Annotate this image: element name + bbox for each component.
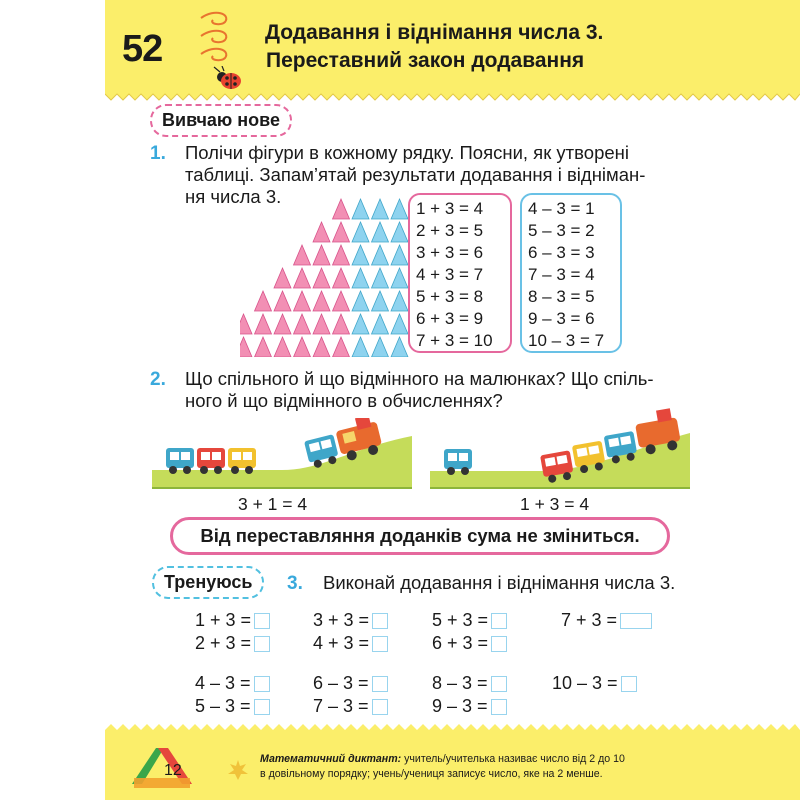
footer-note-line2: в довільному порядку; учень/учениця записує число, яке на 2 менше. bbox=[260, 768, 603, 780]
exercise-item: 10 – 3 = bbox=[552, 673, 637, 694]
exercise-item: 4 + 3 = bbox=[313, 633, 388, 654]
pink-triangle bbox=[255, 337, 272, 357]
pink-triangle bbox=[294, 314, 311, 334]
answer-box[interactable] bbox=[491, 676, 507, 692]
task1-number: 1. bbox=[150, 143, 166, 164]
pink-triangle bbox=[333, 222, 350, 242]
exercise-item: 6 – 3 = bbox=[313, 673, 388, 694]
answer-box[interactable] bbox=[491, 613, 507, 629]
pink-triangle bbox=[333, 291, 350, 311]
footer-note-line1: учитель/учителька називає число від 2 до 10 bbox=[401, 753, 625, 765]
pink-triangle bbox=[274, 291, 291, 311]
blue-triangle bbox=[391, 314, 408, 334]
section-label-practice: Тренуюсь bbox=[152, 566, 264, 599]
lesson-title-line1: Додавання і віднімання числа 3. bbox=[265, 21, 604, 44]
ladybug-icon bbox=[210, 66, 244, 92]
blue-triangle bbox=[391, 222, 408, 242]
leaf-icon bbox=[226, 758, 250, 782]
task2-number: 2. bbox=[150, 369, 166, 390]
exercise-item: 3 + 3 = bbox=[313, 610, 388, 631]
pink-triangle bbox=[313, 268, 330, 288]
blue-triangle bbox=[352, 245, 369, 265]
task2-equation-left: 3 + 1 = 4 bbox=[238, 494, 308, 514]
pink-triangle bbox=[333, 337, 350, 357]
exercise-item: 8 – 3 = bbox=[432, 673, 507, 694]
train-picture-left bbox=[152, 418, 412, 493]
blue-triangle bbox=[372, 291, 389, 311]
exercise-item: 1 + 3 = bbox=[195, 610, 270, 631]
exercise-item: 5 + 3 = bbox=[432, 610, 507, 631]
exercise-item: 6 + 3 = bbox=[432, 633, 507, 654]
exercise-item: 4 – 3 = bbox=[195, 673, 270, 694]
pink-triangle bbox=[313, 337, 330, 357]
exercise-item: 9 – 3 = bbox=[432, 696, 507, 717]
blue-triangle bbox=[352, 314, 369, 334]
addition-row: 6 + 3 = 9 bbox=[416, 309, 484, 328]
answer-box[interactable] bbox=[254, 699, 270, 715]
footer-note bbox=[260, 752, 625, 782]
triangle-rows-figure bbox=[240, 197, 410, 357]
exercise-item: 7 + 3 = bbox=[561, 610, 652, 631]
train-picture-right bbox=[430, 405, 690, 493]
blue-triangle bbox=[391, 337, 408, 357]
blue-triangle bbox=[352, 199, 369, 219]
lesson-title-line2: Переставний закон додавання bbox=[266, 49, 585, 72]
pink-triangle bbox=[255, 291, 272, 311]
task1-text-line3: ня числа 3. bbox=[185, 186, 282, 207]
pink-triangle bbox=[313, 291, 330, 311]
answer-box[interactable] bbox=[620, 613, 652, 629]
section-label-learn: Вивчаю нове bbox=[150, 104, 292, 137]
task1-text-line1: Полічи фігури в кожному рядку. Поясни, як утворені bbox=[185, 142, 629, 163]
exercise-item: 7 – 3 = bbox=[313, 696, 388, 717]
pink-triangle bbox=[333, 268, 350, 288]
task3-text: Виконай додавання і віднімання числа 3. bbox=[323, 572, 676, 593]
answer-box[interactable] bbox=[372, 699, 388, 715]
pink-triangle bbox=[294, 337, 311, 357]
subtraction-row: 8 – 3 = 5 bbox=[528, 287, 595, 306]
subtraction-row: 7 – 3 = 4 bbox=[528, 265, 595, 284]
pink-triangle bbox=[313, 245, 330, 265]
pink-triangle bbox=[294, 291, 311, 311]
subtraction-table bbox=[520, 193, 622, 353]
pink-triangle bbox=[313, 314, 330, 334]
exercise-item: 2 + 3 = bbox=[195, 633, 270, 654]
pink-triangle bbox=[294, 268, 311, 288]
blue-triangle bbox=[372, 222, 389, 242]
pink-triangle bbox=[313, 222, 330, 242]
addition-row: 3 + 3 = 6 bbox=[416, 243, 484, 262]
pink-triangle bbox=[274, 268, 291, 288]
lesson-number: 52 bbox=[122, 28, 163, 70]
blue-triangle bbox=[391, 291, 408, 311]
pink-triangle bbox=[294, 245, 311, 265]
addition-row: 2 + 3 = 5 bbox=[416, 221, 484, 240]
pink-triangle bbox=[255, 314, 272, 334]
subtraction-row: 5 – 3 = 2 bbox=[528, 221, 595, 240]
addition-row: 7 + 3 = 10 bbox=[416, 331, 493, 350]
blue-triangle bbox=[372, 268, 389, 288]
answer-box[interactable] bbox=[491, 699, 507, 715]
blue-triangle bbox=[352, 268, 369, 288]
pink-triangle bbox=[333, 199, 350, 219]
blue-triangle bbox=[391, 268, 408, 288]
task3-number: 3. bbox=[287, 573, 303, 594]
exercise-item: 5 – 3 = bbox=[195, 696, 270, 717]
addition-row: 4 + 3 = 7 bbox=[416, 265, 484, 284]
blue-triangle bbox=[372, 314, 389, 334]
task2-text-line2: ного й що відмінного в обчисленнях? bbox=[185, 390, 503, 411]
subtraction-row: 9 – 3 = 6 bbox=[528, 309, 595, 328]
blue-triangle bbox=[352, 337, 369, 357]
answer-box[interactable] bbox=[621, 676, 637, 692]
task1-text-line2: таблиці. Запам’ятай результати додавання і відніман- bbox=[185, 164, 646, 185]
subtraction-row: 10 – 3 = 7 bbox=[528, 331, 605, 350]
page-number: 12 bbox=[164, 762, 182, 779]
addition-row: 5 + 3 = 8 bbox=[416, 287, 484, 306]
task2-text-line1: Що спільного й що відмінного на малюнках? Що спіль- bbox=[185, 368, 654, 389]
answer-box[interactable] bbox=[372, 613, 388, 629]
pink-triangle bbox=[274, 314, 291, 334]
blue-triangle bbox=[391, 199, 408, 219]
rule-box: Від переставляння доданків сума не зміниться. bbox=[170, 517, 670, 555]
answer-box[interactable] bbox=[254, 636, 270, 652]
answer-box[interactable] bbox=[491, 636, 507, 652]
subtraction-row: 4 – 3 = 1 bbox=[528, 199, 595, 218]
footer-note-label: Математичний диктант: bbox=[260, 753, 402, 765]
pink-triangle bbox=[333, 314, 350, 334]
blue-triangle bbox=[352, 291, 369, 311]
pink-triangle bbox=[240, 337, 252, 357]
blue-triangle bbox=[391, 245, 408, 265]
blue-triangle bbox=[352, 222, 369, 242]
task2-equation-right: 1 + 3 = 4 bbox=[520, 494, 590, 514]
pink-triangle bbox=[274, 337, 291, 357]
addition-table bbox=[408, 193, 512, 353]
answer-box[interactable] bbox=[254, 676, 270, 692]
blue-triangle bbox=[372, 199, 389, 219]
answer-box[interactable] bbox=[254, 613, 270, 629]
blue-triangle bbox=[372, 245, 389, 265]
pink-triangle bbox=[333, 245, 350, 265]
answer-box[interactable] bbox=[372, 676, 388, 692]
answer-box[interactable] bbox=[372, 636, 388, 652]
addition-row: 1 + 3 = 4 bbox=[416, 199, 484, 218]
blue-triangle bbox=[372, 337, 389, 357]
pink-triangle bbox=[240, 314, 252, 334]
subtraction-row: 6 – 3 = 3 bbox=[528, 243, 595, 262]
